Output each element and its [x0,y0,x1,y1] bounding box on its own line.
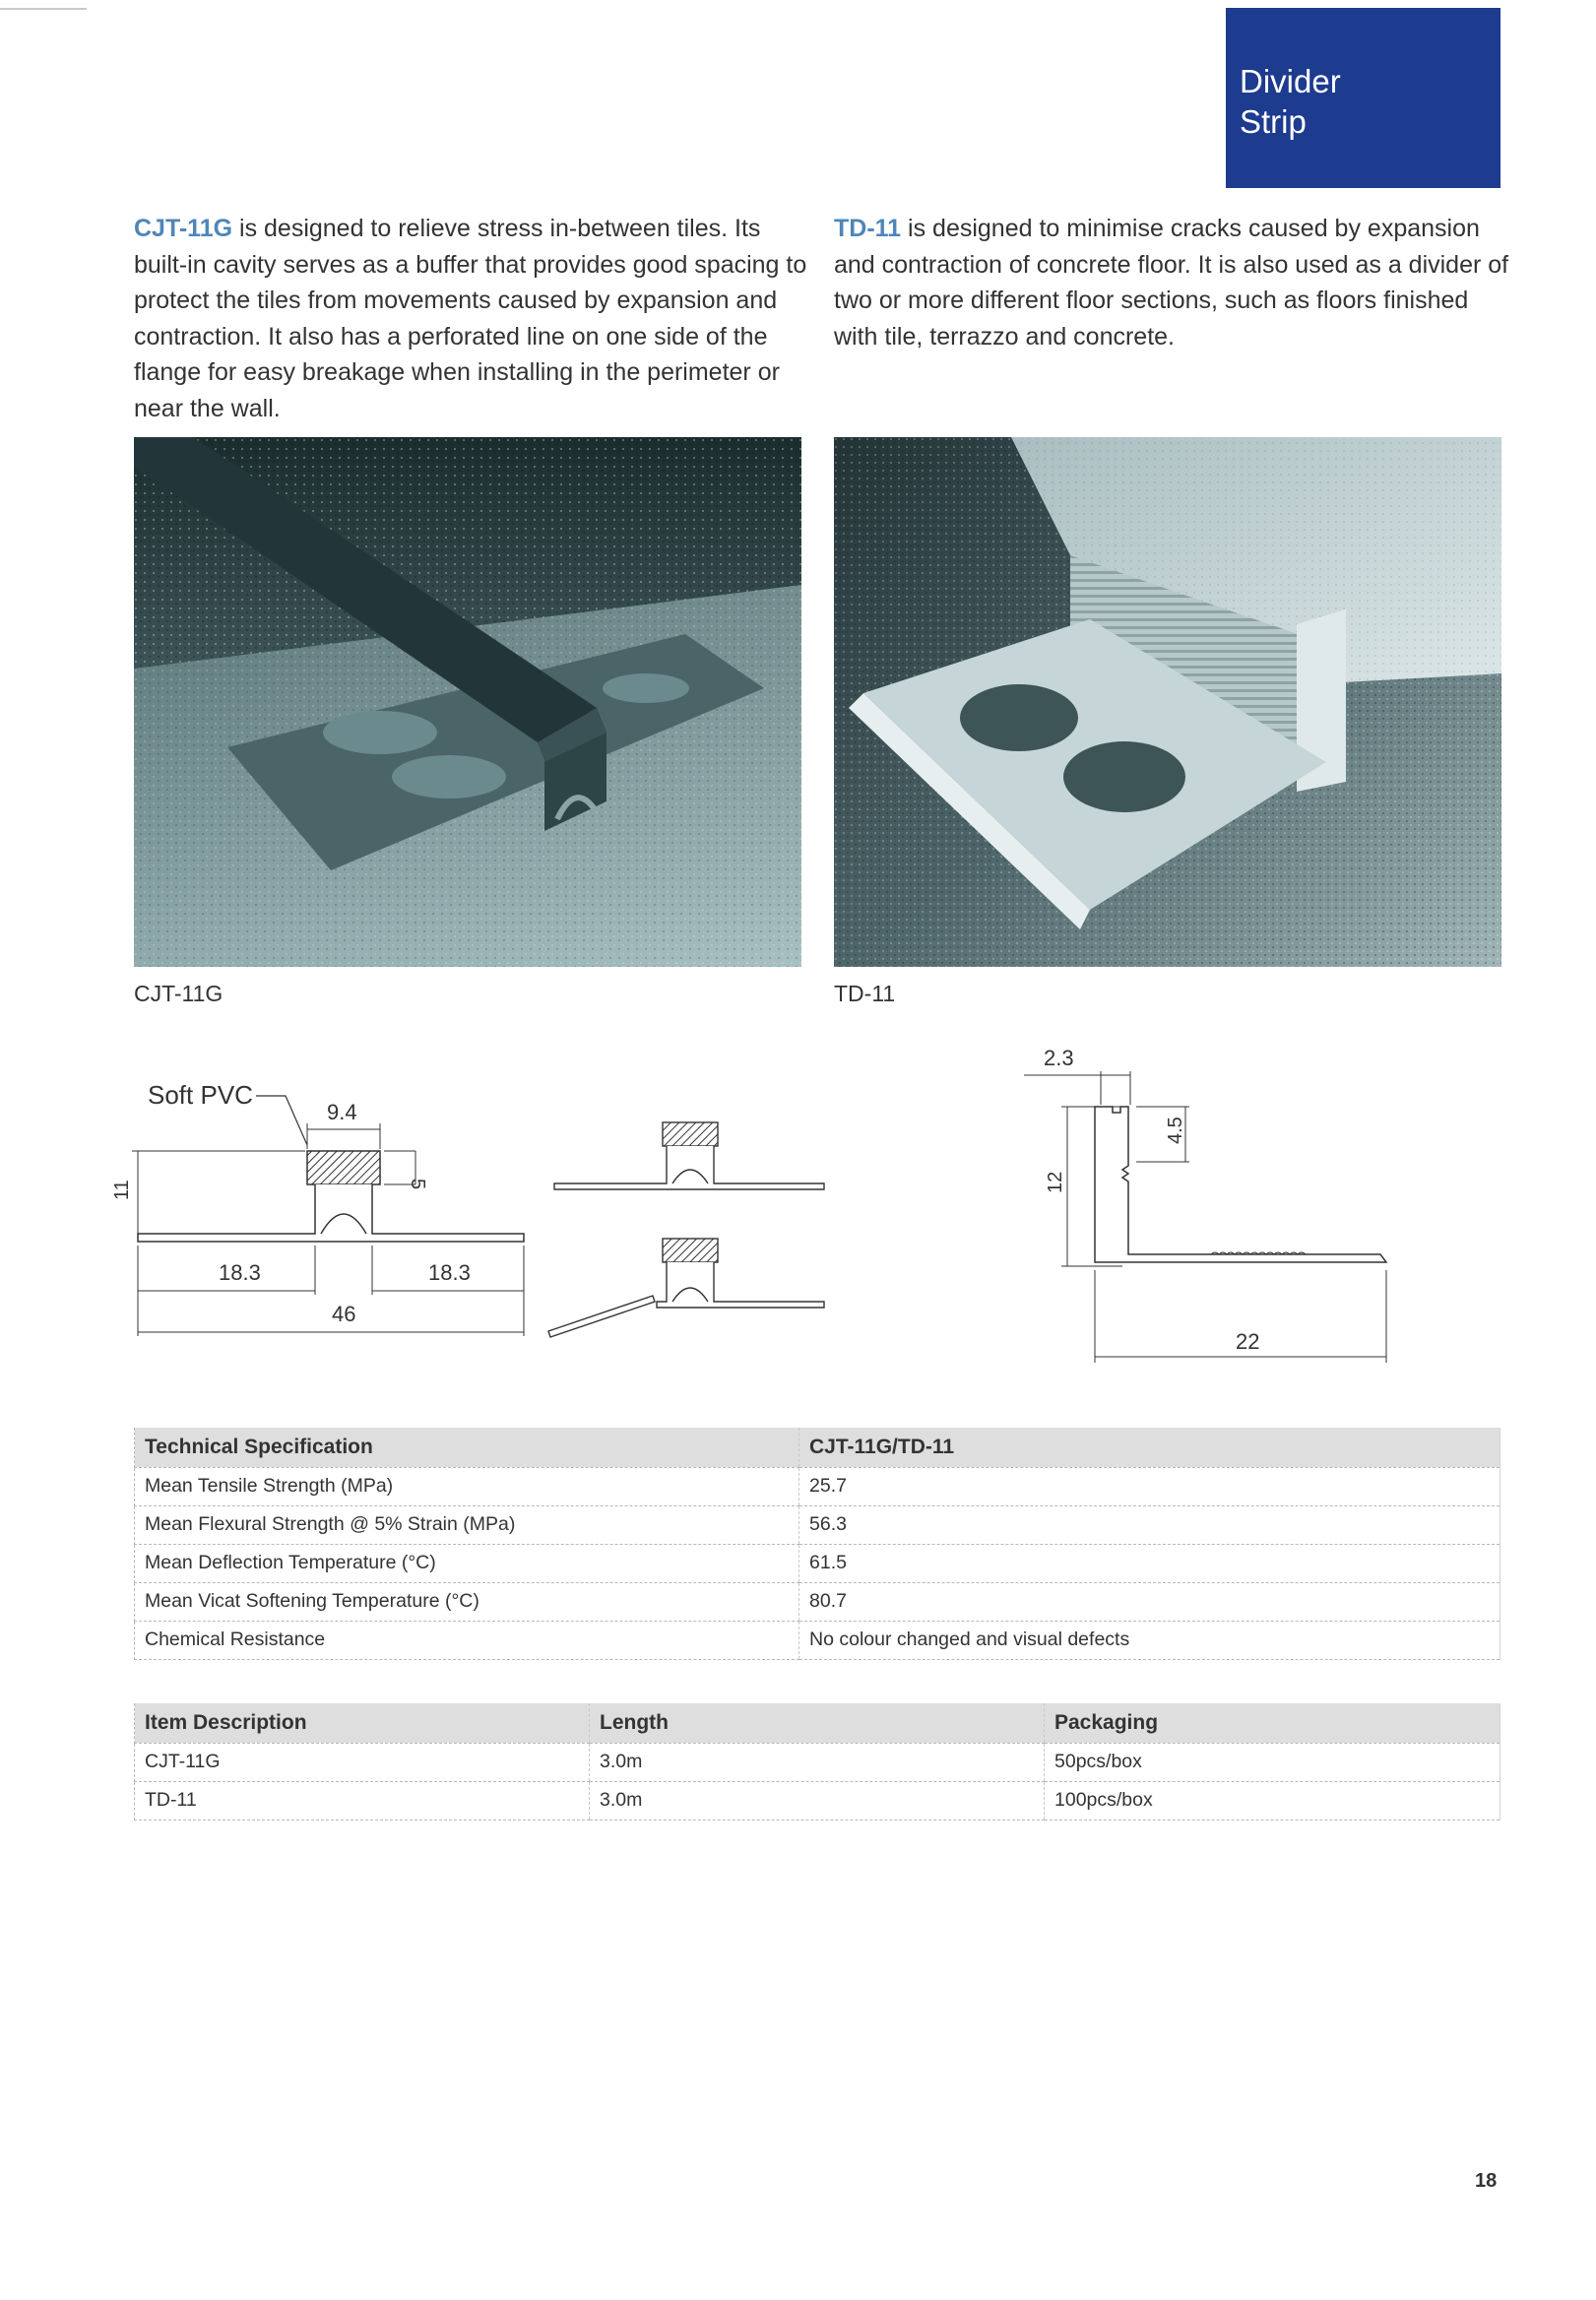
caption-cjt-11g: CJT-11G [134,981,223,1006]
dim-td-height: 12 [1045,1171,1066,1193]
intro-cjt-text: is designed to relieve stress in-between tiles. Its built-in cavity serves as a buffer that provides good spacing to protect the tiles from movements caused by expansion and contraction. It also has a perforated line on one side of the flange for easy breakage when installing in the perimeter or near the wall. [134,215,807,422]
item-name: CJT-11G [135,1743,590,1781]
table-row [135,1544,1500,1582]
dim-left-flange: 18.3 [219,1260,261,1285]
photo-cjt-11g [134,437,801,967]
header-packaging: Packaging [1045,1703,1500,1743]
spec-value: 80.7 [799,1582,1500,1621]
header-cjt-td: CJT-11G/TD-11 [799,1428,1500,1467]
spec-name: Mean Vicat Softening Temperature (°C) [135,1582,799,1621]
header-length: Length [590,1703,1045,1743]
dim-total-width: 46 [332,1302,356,1326]
product-code-cjt: CJT-11G [134,215,233,242]
product-code-td: TD-11 [834,215,902,242]
label-soft-pvc: Soft PVC [148,1080,253,1110]
spec-name: Chemical Resistance [135,1621,799,1659]
dim-td-base: 22 [1236,1329,1260,1354]
technical-spec-table [134,1428,1500,1660]
dim-total-height: 11 [111,1180,133,1200]
intro-cjt-11g [134,211,808,426]
soft-pvc-cap [307,1151,380,1184]
intro-td-11 [834,211,1513,354]
header-item-description: Item Description [135,1703,590,1743]
item-length: 3.0m [590,1743,1045,1781]
photo-td-11 [834,437,1501,967]
dim-td-lip: 4.5 [1165,1117,1186,1144]
spec-name: Mean Flexural Strength @ 5% Strain (MPa) [135,1505,799,1544]
td-profile [1095,1107,1386,1262]
dim-cap-height: 5 [407,1179,428,1190]
dim-top-width: 9.4 [327,1100,357,1124]
spec-value: 25.7 [799,1467,1500,1505]
strip-profile [138,1184,524,1242]
section-badge [1226,8,1500,188]
spec-value: 56.3 [799,1505,1500,1544]
item-packaging: 100pcs/box [1045,1781,1500,1820]
top-rule [0,8,87,10]
table-row [135,1743,1500,1781]
table-row [135,1467,1500,1505]
td-11-cross-section [1014,1034,1428,1378]
caption-td-11: TD-11 [834,981,896,1006]
dim-td-top: 2.3 [1044,1046,1074,1070]
section-title: Divider Strip [1240,63,1341,140]
item-description-table [134,1703,1500,1821]
table-row [135,1781,1500,1820]
spec-name: Mean Deflection Temperature (°C) [135,1544,799,1582]
cjt-11g-cross-section [111,1068,532,1364]
table-header-row [135,1703,1500,1743]
intro-td-text: is designed to minimise cracks caused by expansion and contraction of concrete floor. It is also used as a divider of two or more different floor sections, such as floors finished with tile, terrazzo and concrete. [834,215,1509,351]
table-header-row [135,1428,1500,1467]
page-number: 18 [1475,2170,1498,2192]
leader-line [256,1096,307,1145]
table-row [135,1582,1500,1621]
table-row [135,1505,1500,1544]
table-row [135,1621,1500,1659]
header-technical-specification: Technical Specification [135,1428,799,1467]
item-packaging: 50pcs/box [1045,1743,1500,1781]
spec-value: 61.5 [799,1544,1500,1582]
spec-value: No colour changed and visual defects [799,1621,1500,1659]
item-length: 3.0m [590,1781,1045,1820]
item-name: TD-11 [135,1781,590,1820]
spec-name: Mean Tensile Strength (MPa) [135,1467,799,1505]
cjt-11g-breakage-views [546,1113,832,1349]
dim-right-flange: 18.3 [428,1260,471,1285]
